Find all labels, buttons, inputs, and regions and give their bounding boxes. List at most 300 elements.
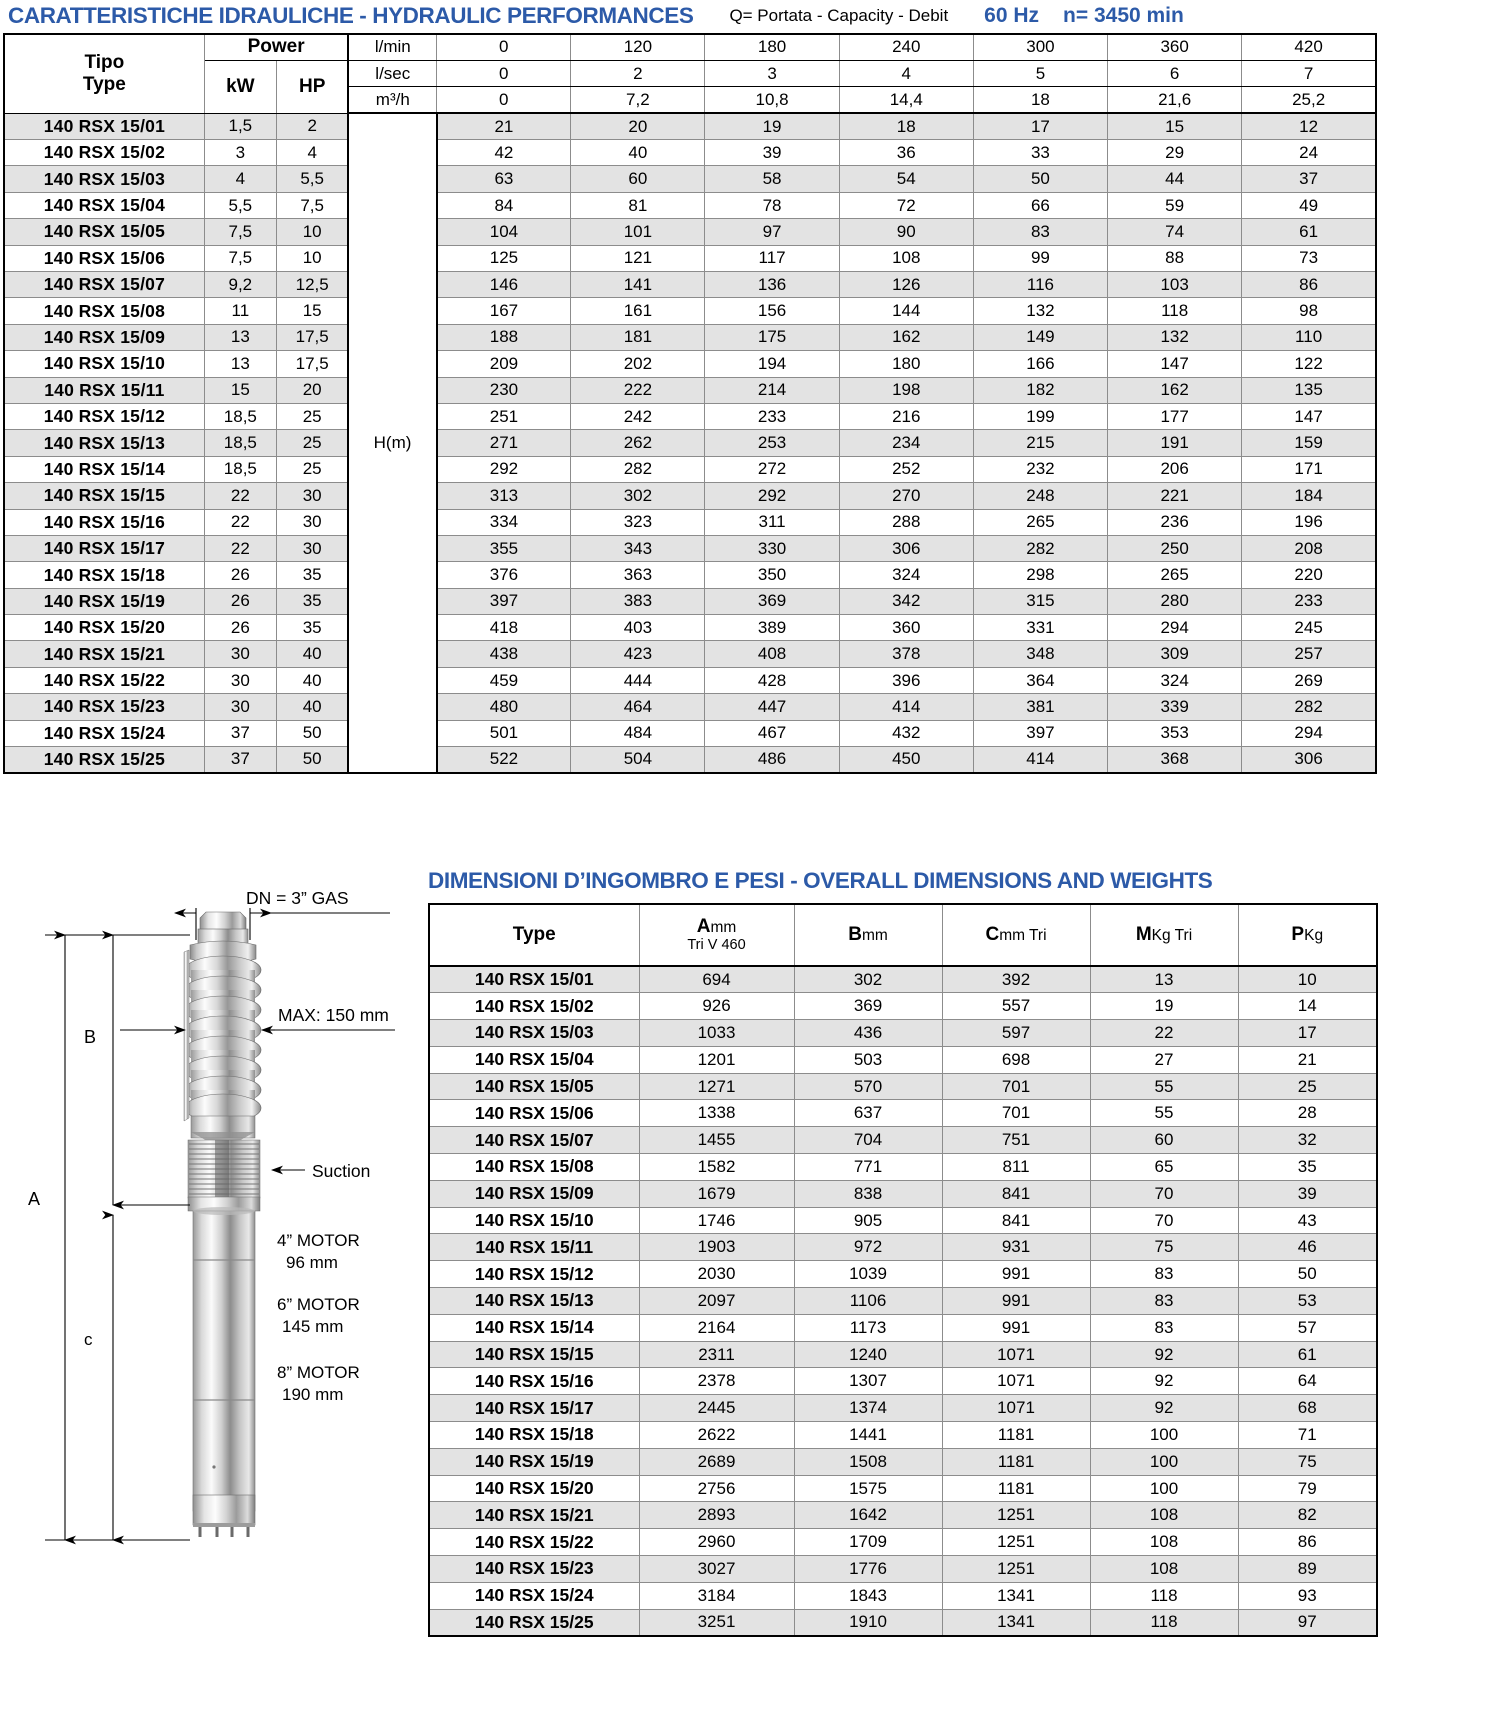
head-value-cell: 282 xyxy=(1242,694,1376,720)
head-value-cell: 348 xyxy=(973,641,1107,667)
head-value-cell: 324 xyxy=(1108,667,1242,693)
head-value-cell: 18 xyxy=(839,113,973,139)
head-value-cell: 103 xyxy=(1108,272,1242,298)
power-hp-cell: 30 xyxy=(276,535,348,561)
dimension-m-cell: 100 xyxy=(1090,1475,1238,1502)
head-value-cell: 486 xyxy=(705,747,839,773)
dimension-c-cell: 841 xyxy=(942,1207,1090,1234)
head-value-cell: 132 xyxy=(1108,324,1242,350)
col-header-b xyxy=(794,904,942,966)
dimension-p-cell: 86 xyxy=(1238,1529,1377,1556)
head-value-cell: 269 xyxy=(1242,667,1376,693)
col-header-hp: HP xyxy=(276,60,348,113)
dimension-c-cell: 597 xyxy=(942,1020,1090,1047)
pump-type-cell: 140 RSX 15/21 xyxy=(429,1502,639,1529)
head-value-cell: 147 xyxy=(1242,403,1376,429)
dimension-m-cell: 108 xyxy=(1090,1502,1238,1529)
dimension-p-cell: 89 xyxy=(1238,1556,1377,1583)
table-row xyxy=(429,1341,1377,1368)
head-value-cell: 504 xyxy=(571,747,705,773)
dim-b-label: B xyxy=(84,1027,97,1047)
dimension-a-cell: 1746 xyxy=(639,1207,794,1234)
head-value-cell: 418 xyxy=(437,615,571,641)
frequency-label: 60 Hz xyxy=(984,4,1040,27)
power-kw-cell: 30 xyxy=(204,667,276,693)
head-value-cell: 288 xyxy=(839,509,973,535)
dimension-a-cell: 2097 xyxy=(639,1288,794,1315)
head-value-cell: 125 xyxy=(437,245,571,271)
head-value-cell: 342 xyxy=(839,588,973,614)
table-row xyxy=(429,1448,1377,1475)
table-row xyxy=(4,245,1376,271)
dimension-c-cell: 1251 xyxy=(942,1502,1090,1529)
dimension-a-cell: 3251 xyxy=(639,1609,794,1636)
dimension-m-cell: 27 xyxy=(1090,1046,1238,1073)
pump-type-cell: 140 RSX 15/22 xyxy=(429,1529,639,1556)
head-value-cell: 50 xyxy=(973,166,1107,192)
power-kw-cell: 37 xyxy=(204,747,276,773)
pump-type-cell: 140 RSX 15/23 xyxy=(429,1556,639,1583)
pump-technical-drawing xyxy=(0,840,420,1580)
dimension-m-cell: 60 xyxy=(1090,1127,1238,1154)
head-value-cell: 270 xyxy=(839,483,973,509)
head-value-cell: 414 xyxy=(973,747,1107,773)
head-value-cell: 171 xyxy=(1242,456,1376,482)
head-value-cell: 313 xyxy=(437,483,571,509)
head-value-cell: 414 xyxy=(839,694,973,720)
head-value-cell: 184 xyxy=(1242,483,1376,509)
dimension-a-cell: 1903 xyxy=(639,1234,794,1261)
power-kw-cell: 9,2 xyxy=(204,272,276,298)
head-value-cell: 364 xyxy=(973,667,1107,693)
power-kw-cell: 18,5 xyxy=(204,456,276,482)
dimension-p-cell: 53 xyxy=(1238,1288,1377,1315)
table-row xyxy=(4,377,1376,403)
table-row xyxy=(4,351,1376,377)
dimension-m-cell: 92 xyxy=(1090,1341,1238,1368)
head-value-cell: 396 xyxy=(839,667,973,693)
pump-type-cell: 140 RSX 15/21 xyxy=(4,641,204,667)
head-value-cell: 196 xyxy=(1242,509,1376,535)
dimension-a-cell: 2164 xyxy=(639,1314,794,1341)
head-value-cell: 234 xyxy=(839,430,973,456)
head-value-cell: 323 xyxy=(571,509,705,535)
head-value-cell: 355 xyxy=(437,535,571,561)
power-hp-cell: 25 xyxy=(276,456,348,482)
dimension-b-cell: 1910 xyxy=(794,1609,942,1636)
dimension-a-cell: 2445 xyxy=(639,1395,794,1422)
dimension-b-cell: 503 xyxy=(794,1046,942,1073)
power-hp-cell: 25 xyxy=(276,403,348,429)
dimension-b-cell: 436 xyxy=(794,1020,942,1047)
flow-m3h-0: 0 xyxy=(437,87,571,113)
head-value-cell: 232 xyxy=(973,456,1107,482)
dimension-p-cell: 21 xyxy=(1238,1046,1377,1073)
head-value-cell: 40 xyxy=(571,140,705,166)
pump-type-cell: 140 RSX 15/17 xyxy=(4,535,204,561)
flow-m3h-2: 10,8 xyxy=(705,87,839,113)
motor6-label-l1: 6” MOTOR xyxy=(277,1295,360,1314)
table-row xyxy=(4,456,1376,482)
col-header-m xyxy=(1090,904,1238,966)
head-value-cell: 132 xyxy=(973,298,1107,324)
dimension-m-cell: 70 xyxy=(1090,1180,1238,1207)
head-value-cell: 339 xyxy=(1108,694,1242,720)
dimension-m-cell: 65 xyxy=(1090,1154,1238,1181)
head-value-cell: 331 xyxy=(973,615,1107,641)
power-hp-cell: 17,5 xyxy=(276,324,348,350)
table-row xyxy=(4,166,1376,192)
pump-type-cell: 140 RSX 15/18 xyxy=(429,1422,639,1449)
head-value-cell: 58 xyxy=(705,166,839,192)
head-value-cell: 282 xyxy=(973,535,1107,561)
dimension-c-cell: 1071 xyxy=(942,1341,1090,1368)
pump-type-cell: 140 RSX 15/01 xyxy=(429,966,639,993)
head-value-cell: 191 xyxy=(1108,430,1242,456)
pump-type-cell: 140 RSX 15/09 xyxy=(4,324,204,350)
dimension-a-cell: 1679 xyxy=(639,1180,794,1207)
dimension-m-cell: 108 xyxy=(1090,1556,1238,1583)
power-hp-cell: 7,5 xyxy=(276,192,348,218)
head-value-cell: 118 xyxy=(1108,298,1242,324)
flow-lsec-3: 4 xyxy=(839,60,973,86)
dimension-p-cell: 25 xyxy=(1238,1073,1377,1100)
dimension-p-cell: 79 xyxy=(1238,1475,1377,1502)
pump-type-cell: 140 RSX 15/12 xyxy=(4,403,204,429)
power-hp-cell: 20 xyxy=(276,377,348,403)
power-kw-cell: 30 xyxy=(204,694,276,720)
power-kw-cell: 1,5 xyxy=(204,113,276,139)
flow-lmin-2: 180 xyxy=(705,34,839,60)
table2-body xyxy=(429,966,1377,1636)
head-value-cell: 66 xyxy=(973,192,1107,218)
head-value-cell: 450 xyxy=(839,747,973,773)
dimension-p-cell: 97 xyxy=(1238,1609,1377,1636)
head-value-cell: 175 xyxy=(705,324,839,350)
head-value-cell: 101 xyxy=(571,219,705,245)
head-value-cell: 36 xyxy=(839,140,973,166)
col-header-c xyxy=(942,904,1090,966)
dimension-m-cell: 19 xyxy=(1090,993,1238,1020)
dimension-b-cell: 905 xyxy=(794,1207,942,1234)
table-row xyxy=(429,1180,1377,1207)
dimension-a-cell: 2756 xyxy=(639,1475,794,1502)
dimension-b-cell: 838 xyxy=(794,1180,942,1207)
pump-stages xyxy=(185,956,261,1122)
col-header-power: Power xyxy=(204,34,348,60)
unit-lsec: l/sec xyxy=(348,60,436,86)
table-row xyxy=(429,1020,1377,1047)
flow-lmin-6: 420 xyxy=(1242,34,1376,60)
head-unit-label: H(m) xyxy=(348,113,436,773)
flow-lsec-4: 5 xyxy=(973,60,1107,86)
head-value-cell: 298 xyxy=(973,562,1107,588)
dimension-b-cell: 302 xyxy=(794,966,942,993)
power-hp-cell: 5,5 xyxy=(276,166,348,192)
dimension-m-cell: 92 xyxy=(1090,1395,1238,1422)
head-value-cell: 250 xyxy=(1108,535,1242,561)
dimension-p-cell: 35 xyxy=(1238,1154,1377,1181)
head-value-cell: 162 xyxy=(839,324,973,350)
table-row xyxy=(4,113,1376,139)
head-value-cell: 464 xyxy=(571,694,705,720)
head-value-cell: 403 xyxy=(571,615,705,641)
power-hp-cell: 35 xyxy=(276,562,348,588)
power-kw-cell: 13 xyxy=(204,351,276,377)
power-hp-cell: 30 xyxy=(276,483,348,509)
head-value-cell: 83 xyxy=(973,219,1107,245)
overall-dimensions-header: DIMENSIONI D’INGOMBRO E PESI - OVERALL DIMENSIONS AND WEIGHTS xyxy=(428,868,1213,893)
head-value-cell: 42 xyxy=(437,140,571,166)
power-hp-cell: 50 xyxy=(276,747,348,773)
head-value-cell: 369 xyxy=(705,588,839,614)
head-value-cell: 147 xyxy=(1108,351,1242,377)
pump-type-cell: 140 RSX 15/19 xyxy=(429,1448,639,1475)
dimension-p-cell: 32 xyxy=(1238,1127,1377,1154)
head-value-cell: 199 xyxy=(973,403,1107,429)
head-value-cell: 408 xyxy=(705,641,839,667)
table-row xyxy=(429,1368,1377,1395)
power-hp-cell: 40 xyxy=(276,641,348,667)
flow-lsec-5: 6 xyxy=(1108,60,1242,86)
table-row xyxy=(429,1234,1377,1261)
pump-type-cell: 140 RSX 15/10 xyxy=(429,1207,639,1234)
table-row xyxy=(4,509,1376,535)
dimension-b-cell: 771 xyxy=(794,1154,942,1181)
head-value-cell: 222 xyxy=(571,377,705,403)
head-value-cell: 428 xyxy=(705,667,839,693)
power-hp-cell: 30 xyxy=(276,509,348,535)
head-value-cell: 438 xyxy=(437,641,571,667)
head-value-cell: 194 xyxy=(705,351,839,377)
head-value-cell: 397 xyxy=(437,588,571,614)
table-row xyxy=(429,1556,1377,1583)
dimension-b-cell: 570 xyxy=(794,1073,942,1100)
pump-type-cell: 140 RSX 15/11 xyxy=(4,377,204,403)
head-value-cell: 198 xyxy=(839,377,973,403)
pump-type-cell: 140 RSX 15/16 xyxy=(429,1368,639,1395)
table-row xyxy=(429,993,1377,1020)
head-value-cell: 59 xyxy=(1108,192,1242,218)
motor4-label-l1: 4” MOTOR xyxy=(277,1231,360,1250)
dim-a-label: A xyxy=(28,1189,41,1209)
table-row xyxy=(429,1609,1377,1636)
head-value-cell: 257 xyxy=(1242,641,1376,667)
power-kw-cell: 22 xyxy=(204,535,276,561)
head-value-cell: 24 xyxy=(1242,140,1376,166)
head-value-cell: 136 xyxy=(705,272,839,298)
head-value-cell: 116 xyxy=(973,272,1107,298)
page-title: CARATTERISTICHE IDRAULICHE - HYDRAULIC PERFORMANCES xyxy=(8,3,694,28)
head-value-cell: 208 xyxy=(1242,535,1376,561)
pump-type-cell: 140 RSX 15/23 xyxy=(4,694,204,720)
flow-lsec-0: 0 xyxy=(437,60,571,86)
dimension-a-cell: 1033 xyxy=(639,1020,794,1047)
dimension-b-cell: 1039 xyxy=(794,1261,942,1288)
dimension-m-cell: 75 xyxy=(1090,1234,1238,1261)
table-row xyxy=(4,747,1376,773)
power-hp-cell: 10 xyxy=(276,245,348,271)
dimension-b-cell: 637 xyxy=(794,1100,942,1127)
head-value-cell: 182 xyxy=(973,377,1107,403)
power-hp-cell: 50 xyxy=(276,720,348,746)
dim-c-label: c xyxy=(84,1330,93,1349)
dimension-b-cell: 1307 xyxy=(794,1368,942,1395)
head-value-cell: 206 xyxy=(1108,456,1242,482)
dimension-b-cell: 369 xyxy=(794,993,942,1020)
head-value-cell: 262 xyxy=(571,430,705,456)
dimension-b-cell: 1441 xyxy=(794,1422,942,1449)
dimension-a-cell: 3027 xyxy=(639,1556,794,1583)
power-kw-cell: 22 xyxy=(204,509,276,535)
table-row xyxy=(429,1154,1377,1181)
head-value-cell: 110 xyxy=(1242,324,1376,350)
power-hp-cell: 10 xyxy=(276,219,348,245)
power-kw-cell: 15 xyxy=(204,377,276,403)
dimension-a-cell: 3184 xyxy=(639,1582,794,1609)
power-kw-cell: 18,5 xyxy=(204,403,276,429)
flow-m3h-5: 21,6 xyxy=(1108,87,1242,113)
head-value-cell: 501 xyxy=(437,720,571,746)
head-value-cell: 177 xyxy=(1108,403,1242,429)
dimension-m-cell: 70 xyxy=(1090,1207,1238,1234)
head-value-cell: 104 xyxy=(437,219,571,245)
col-b-letter: B xyxy=(848,924,862,945)
head-value-cell: 292 xyxy=(705,483,839,509)
dimension-c-cell: 991 xyxy=(942,1261,1090,1288)
dimension-m-cell: 83 xyxy=(1090,1261,1238,1288)
col-a-letter: A xyxy=(696,916,711,938)
head-value-cell: 248 xyxy=(973,483,1107,509)
suction-label: Suction xyxy=(312,1161,371,1181)
pump-type-cell: 140 RSX 15/14 xyxy=(429,1314,639,1341)
dimension-c-cell: 557 xyxy=(942,993,1090,1020)
dimension-b-cell: 1106 xyxy=(794,1288,942,1315)
head-value-cell: 135 xyxy=(1242,377,1376,403)
flow-m3h-1: 7,2 xyxy=(571,87,705,113)
head-value-cell: 21 xyxy=(437,113,571,139)
table-row xyxy=(429,1529,1377,1556)
head-value-cell: 146 xyxy=(437,272,571,298)
pump-type-cell: 140 RSX 15/01 xyxy=(4,113,204,139)
table-row xyxy=(4,667,1376,693)
col-p-letter: P xyxy=(1291,924,1305,945)
dimension-a-cell: 1582 xyxy=(639,1154,794,1181)
dimension-p-cell: 43 xyxy=(1238,1207,1377,1234)
head-value-cell: 97 xyxy=(705,219,839,245)
table-row xyxy=(4,219,1376,245)
head-value-cell: 60 xyxy=(571,166,705,192)
motor6-label-l2: 145 mm xyxy=(282,1317,344,1336)
flow-lmin-3: 240 xyxy=(839,34,973,60)
table-row xyxy=(429,1502,1377,1529)
dimension-b-cell: 1240 xyxy=(794,1341,942,1368)
head-value-cell: 29 xyxy=(1108,140,1242,166)
dimension-p-cell: 39 xyxy=(1238,1180,1377,1207)
head-value-cell: 215 xyxy=(973,430,1107,456)
dimension-c-cell: 392 xyxy=(942,966,1090,993)
head-value-cell: 324 xyxy=(839,562,973,588)
head-value-cell: 117 xyxy=(705,245,839,271)
head-value-cell: 383 xyxy=(571,588,705,614)
head-value-cell: 389 xyxy=(705,615,839,641)
col-p-unit: Kg xyxy=(1304,927,1324,944)
table-row xyxy=(4,562,1376,588)
dimension-b-cell: 1508 xyxy=(794,1448,942,1475)
head-value-cell: 149 xyxy=(973,324,1107,350)
motor8-label-l1: 8” MOTOR xyxy=(277,1363,360,1382)
dimension-b-cell: 704 xyxy=(794,1127,942,1154)
head-value-cell: 292 xyxy=(437,456,571,482)
power-hp-cell: 25 xyxy=(276,430,348,456)
head-value-cell: 368 xyxy=(1108,747,1242,773)
dimension-c-cell: 991 xyxy=(942,1314,1090,1341)
table-row xyxy=(4,641,1376,667)
dimension-c-cell: 1341 xyxy=(942,1582,1090,1609)
head-value-cell: 214 xyxy=(705,377,839,403)
dimension-p-cell: 82 xyxy=(1238,1502,1377,1529)
pump-type-cell: 140 RSX 15/08 xyxy=(429,1154,639,1181)
dimension-a-cell: 2311 xyxy=(639,1341,794,1368)
pump-type-cell: 140 RSX 15/18 xyxy=(4,562,204,588)
dimension-c-cell: 1071 xyxy=(942,1395,1090,1422)
dimension-b-cell: 1575 xyxy=(794,1475,942,1502)
head-value-cell: 378 xyxy=(839,641,973,667)
head-value-cell: 265 xyxy=(973,509,1107,535)
head-value-cell: 162 xyxy=(1108,377,1242,403)
flow-lmin-0: 0 xyxy=(437,34,571,60)
speed-label: n= 3450 min xyxy=(1063,4,1184,27)
head-value-cell: 280 xyxy=(1108,588,1242,614)
dimension-p-cell: 68 xyxy=(1238,1395,1377,1422)
head-value-cell: 447 xyxy=(705,694,839,720)
dimension-m-cell: 100 xyxy=(1090,1422,1238,1449)
table-row xyxy=(4,694,1376,720)
power-hp-cell: 4 xyxy=(276,140,348,166)
pump-type-cell: 140 RSX 15/20 xyxy=(429,1475,639,1502)
head-value-cell: 61 xyxy=(1242,219,1376,245)
dimension-c-cell: 701 xyxy=(942,1073,1090,1100)
head-value-cell: 294 xyxy=(1242,720,1376,746)
head-value-cell: 306 xyxy=(1242,747,1376,773)
pump-type-cell: 140 RSX 15/15 xyxy=(4,483,204,509)
head-value-cell: 126 xyxy=(839,272,973,298)
dimension-c-cell: 1251 xyxy=(942,1556,1090,1583)
dimension-b-cell: 1173 xyxy=(794,1314,942,1341)
power-kw-cell: 26 xyxy=(204,615,276,641)
head-value-cell: 156 xyxy=(705,298,839,324)
head-value-cell: 15 xyxy=(1108,113,1242,139)
dimension-c-cell: 751 xyxy=(942,1127,1090,1154)
dimension-p-cell: 28 xyxy=(1238,1100,1377,1127)
head-value-cell: 233 xyxy=(1242,588,1376,614)
motor4-label-l2: 96 mm xyxy=(286,1253,338,1272)
head-value-cell: 144 xyxy=(839,298,973,324)
col-m-unit: Kg Tri xyxy=(1151,927,1193,944)
dimension-c-cell: 931 xyxy=(942,1234,1090,1261)
pump-type-cell: 140 RSX 15/14 xyxy=(4,456,204,482)
pump-type-cell: 140 RSX 15/03 xyxy=(429,1020,639,1047)
dimension-m-cell: 22 xyxy=(1090,1020,1238,1047)
dimension-m-cell: 100 xyxy=(1090,1448,1238,1475)
flow-m3h-6: 25,2 xyxy=(1242,87,1376,113)
table-row xyxy=(429,1207,1377,1234)
dimension-p-cell: 50 xyxy=(1238,1261,1377,1288)
head-value-cell: 88 xyxy=(1108,245,1242,271)
dimension-p-cell: 75 xyxy=(1238,1448,1377,1475)
pump-type-cell: 140 RSX 15/06 xyxy=(429,1100,639,1127)
col-header-a xyxy=(639,904,794,966)
